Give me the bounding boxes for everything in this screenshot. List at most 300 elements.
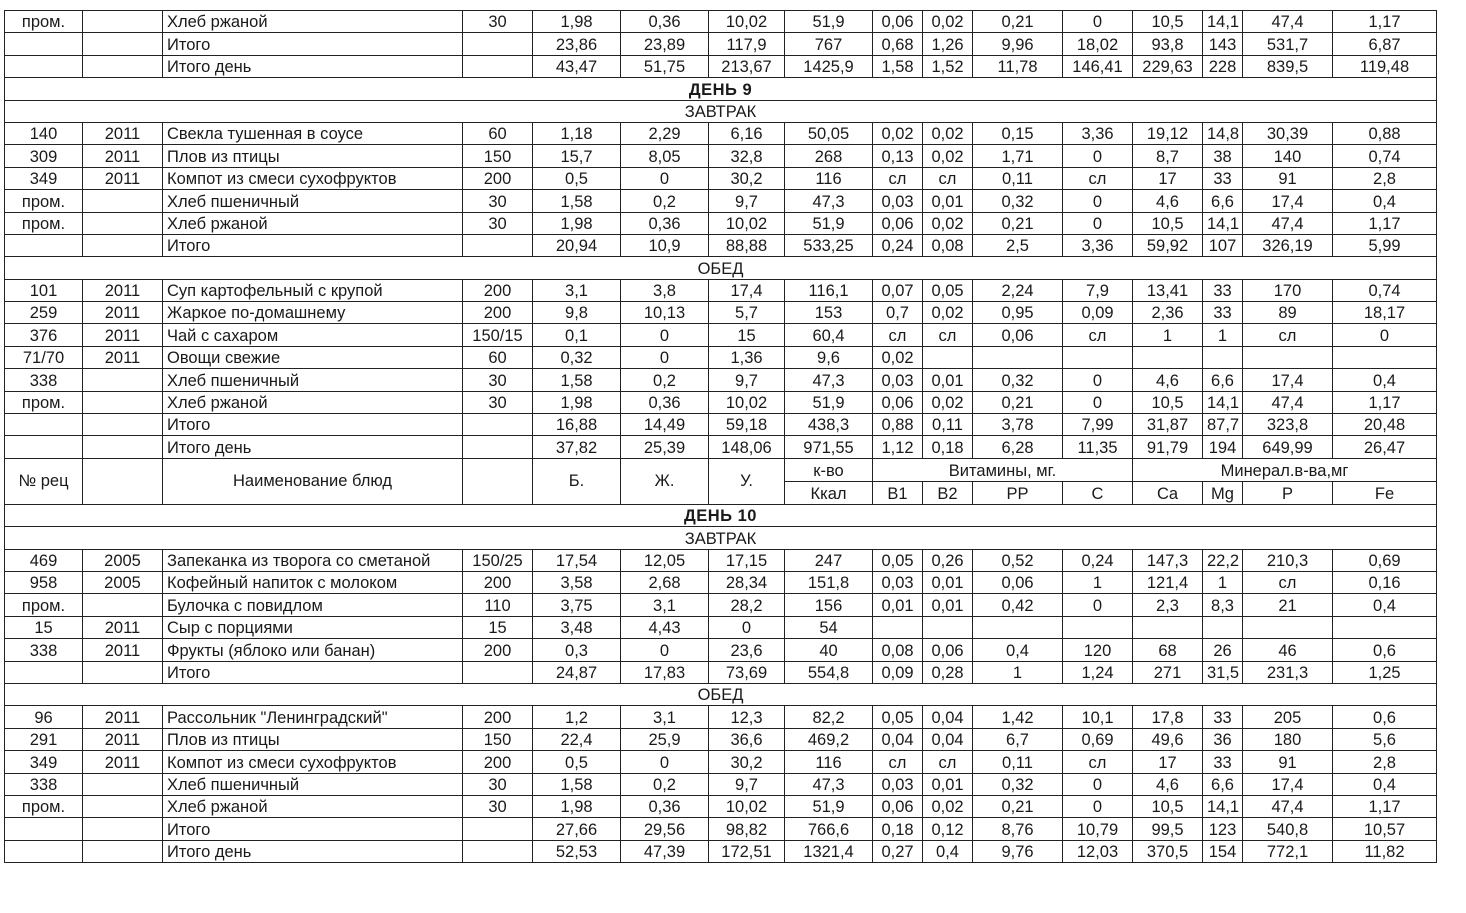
cell-b2: сл xyxy=(923,751,973,773)
cell-p: 47,4 xyxy=(1243,212,1333,234)
cell-ca: 19,12 xyxy=(1133,122,1203,144)
cell-b2: сл xyxy=(923,167,973,189)
cell-b1: 0,7 xyxy=(873,302,923,324)
cell-c: 10,79 xyxy=(1063,818,1133,840)
cell-b2: 0,12 xyxy=(923,818,973,840)
cell-fe: 1,17 xyxy=(1333,795,1437,817)
cell-kcal: 51,9 xyxy=(785,11,873,33)
cell-dish-name: Запеканка из творога со сметаной xyxy=(163,549,463,571)
cell-dish-name: Фрукты (яблоко или банан) xyxy=(163,639,463,661)
cell-dish-name: Рассольник "Ленинградский" xyxy=(163,706,463,728)
cell-fat: 25,9 xyxy=(621,728,709,750)
table-row xyxy=(5,549,1437,571)
cell-protein: 0,32 xyxy=(533,346,621,368)
cell-c: 0 xyxy=(1063,369,1133,391)
cell-year xyxy=(83,369,163,391)
cell-rec-no xyxy=(5,661,83,683)
cell-pp: 0,32 xyxy=(973,190,1063,212)
day10-lunch-title: ОБЕД xyxy=(5,683,1437,705)
cell-portion: 30 xyxy=(463,212,533,234)
header-pp: PP xyxy=(973,481,1063,504)
cell-b2: 1,26 xyxy=(923,33,973,55)
cell-year xyxy=(83,840,163,862)
cell-protein: 9,8 xyxy=(533,302,621,324)
cell-year: 2011 xyxy=(83,639,163,661)
table-row xyxy=(5,840,1437,862)
cell-rec-no xyxy=(5,414,83,436)
cell-mg: 38 xyxy=(1203,145,1243,167)
day10-lunch-rows xyxy=(5,706,1437,863)
day9-breakfast-title: ЗАВТРАК xyxy=(5,100,1437,122)
cell-mg: 33 xyxy=(1203,751,1243,773)
cell-c: 1,24 xyxy=(1063,661,1133,683)
cell-p xyxy=(1243,616,1333,638)
cell-dish-name: Итого xyxy=(163,33,463,55)
cell-pp: 1,42 xyxy=(973,706,1063,728)
cell-rec-no: 96 xyxy=(5,706,83,728)
cell-b2: 0,02 xyxy=(923,212,973,234)
cell-b1: 0,06 xyxy=(873,391,923,413)
cell-pp: 8,76 xyxy=(973,818,1063,840)
cell-carbs: 59,18 xyxy=(709,414,785,436)
cell-dish-name: Жаркое по-домашнему xyxy=(163,302,463,324)
cell-rec-no xyxy=(5,55,83,77)
cell-year: 2011 xyxy=(83,346,163,368)
cell-fe: 1,17 xyxy=(1333,11,1437,33)
cell-portion xyxy=(463,414,533,436)
cell-fat: 2,29 xyxy=(621,122,709,144)
cell-protein: 15,7 xyxy=(533,145,621,167)
cell-fat: 12,05 xyxy=(621,549,709,571)
cell-carbs: 73,69 xyxy=(709,661,785,683)
cell-fat: 4,43 xyxy=(621,616,709,638)
cell-year xyxy=(83,818,163,840)
cell-fat: 0 xyxy=(621,167,709,189)
table-row xyxy=(5,212,1437,234)
cell-year xyxy=(83,55,163,77)
header-kcal-top: к-во xyxy=(785,458,873,481)
cell-fe xyxy=(1333,346,1437,368)
cell-dish-name: Хлеб ржаной xyxy=(163,391,463,413)
cell-dish-name: Кофейный напиток с молоком xyxy=(163,571,463,593)
cell-protein: 1,18 xyxy=(533,122,621,144)
cell-ca: 17 xyxy=(1133,167,1203,189)
cell-pp: 0,21 xyxy=(973,391,1063,413)
cell-ca: 99,5 xyxy=(1133,818,1203,840)
cell-dish-name: Хлеб пшеничный xyxy=(163,773,463,795)
cell-fe: 0,6 xyxy=(1333,706,1437,728)
cell-portion: 200 xyxy=(463,706,533,728)
cell-b2 xyxy=(923,346,973,368)
cell-portion xyxy=(463,661,533,683)
day9-lunch-title: ОБЕД xyxy=(5,257,1437,279)
cell-fe: 0,4 xyxy=(1333,773,1437,795)
cell-kcal: 1321,4 xyxy=(785,840,873,862)
cell-fe: 6,87 xyxy=(1333,33,1437,55)
cell-year: 2011 xyxy=(83,302,163,324)
header-blank xyxy=(83,458,163,504)
table-row xyxy=(5,122,1437,144)
cell-ca: 147,3 xyxy=(1133,549,1203,571)
cell-kcal: 47,3 xyxy=(785,369,873,391)
cell-kcal: 554,8 xyxy=(785,661,873,683)
cell-b2: 0,28 xyxy=(923,661,973,683)
cell-pp: 0,21 xyxy=(973,795,1063,817)
cell-rec-no: 259 xyxy=(5,302,83,324)
cell-c: 7,99 xyxy=(1063,414,1133,436)
cell-fe: 11,82 xyxy=(1333,840,1437,862)
cell-b1: 0,06 xyxy=(873,212,923,234)
cell-b1: 0,06 xyxy=(873,11,923,33)
cell-pp: 1,71 xyxy=(973,145,1063,167)
cell-fe: 20,48 xyxy=(1333,414,1437,436)
cell-mg: 26 xyxy=(1203,639,1243,661)
cell-kcal: 156 xyxy=(785,594,873,616)
cell-portion: 110 xyxy=(463,594,533,616)
cell-rec-no: пром. xyxy=(5,795,83,817)
cell-ca: 4,6 xyxy=(1133,369,1203,391)
cell-mg: 1 xyxy=(1203,324,1243,346)
cell-b1: 0,18 xyxy=(873,818,923,840)
cell-mg: 87,7 xyxy=(1203,414,1243,436)
cell-rec-no xyxy=(5,33,83,55)
cell-year: 2011 xyxy=(83,706,163,728)
cell-ca: 68 xyxy=(1133,639,1203,661)
cell-fe: 1,17 xyxy=(1333,212,1437,234)
cell-carbs: 1,36 xyxy=(709,346,785,368)
cell-p: 47,4 xyxy=(1243,391,1333,413)
cell-carbs: 172,51 xyxy=(709,840,785,862)
cell-carbs: 28,34 xyxy=(709,571,785,593)
cell-mg xyxy=(1203,346,1243,368)
cell-dish-name: Чай с сахаром xyxy=(163,324,463,346)
cell-b2: 0,01 xyxy=(923,594,973,616)
cell-fe: 0,4 xyxy=(1333,369,1437,391)
cell-pp: 0,42 xyxy=(973,594,1063,616)
cell-rec-no: пром. xyxy=(5,11,83,33)
cell-c: сл xyxy=(1063,167,1133,189)
cell-rec-no: 101 xyxy=(5,279,83,301)
cell-carbs: 9,7 xyxy=(709,190,785,212)
cell-ca: 13,41 xyxy=(1133,279,1203,301)
cell-dish-name: Плов из птицы xyxy=(163,145,463,167)
cell-portion: 30 xyxy=(463,11,533,33)
cell-c: 18,02 xyxy=(1063,33,1133,55)
cell-kcal: 51,9 xyxy=(785,795,873,817)
cell-mg: 154 xyxy=(1203,840,1243,862)
cell-ca: 17,8 xyxy=(1133,706,1203,728)
cell-fat: 0 xyxy=(621,751,709,773)
cell-c: 1 xyxy=(1063,571,1133,593)
cell-p: 17,4 xyxy=(1243,773,1333,795)
cell-mg: 31,5 xyxy=(1203,661,1243,683)
cell-protein: 1,58 xyxy=(533,773,621,795)
nutrition-table xyxy=(4,10,1437,863)
cell-carbs: 0 xyxy=(709,616,785,638)
cell-mg: 14,1 xyxy=(1203,391,1243,413)
cell-pp: 3,78 xyxy=(973,414,1063,436)
cell-b2: 1,52 xyxy=(923,55,973,77)
cell-ca: 2,36 xyxy=(1133,302,1203,324)
cell-portion: 200 xyxy=(463,639,533,661)
cell-portion: 150/25 xyxy=(463,549,533,571)
table-row xyxy=(5,414,1437,436)
cell-portion: 15 xyxy=(463,616,533,638)
cell-p: 17,4 xyxy=(1243,190,1333,212)
cell-fat: 25,39 xyxy=(621,436,709,458)
day9-lunch-rows xyxy=(5,279,1437,458)
cell-ca: 370,5 xyxy=(1133,840,1203,862)
cell-carbs: 148,06 xyxy=(709,436,785,458)
cell-b2: 0,02 xyxy=(923,122,973,144)
cell-portion: 200 xyxy=(463,167,533,189)
cell-c: 0 xyxy=(1063,190,1133,212)
cell-b1: 0,24 xyxy=(873,234,923,256)
cell-dish-name: Компот из смеси сухофруктов xyxy=(163,751,463,773)
cell-fe: 10,57 xyxy=(1333,818,1437,840)
cell-portion: 200 xyxy=(463,279,533,301)
cell-pp: 0,32 xyxy=(973,773,1063,795)
cell-fat: 0,36 xyxy=(621,391,709,413)
cell-b2: 0,01 xyxy=(923,571,973,593)
cell-portion xyxy=(463,436,533,458)
cell-kcal: 469,2 xyxy=(785,728,873,750)
cell-kcal: 116,1 xyxy=(785,279,873,301)
cell-p: 21 xyxy=(1243,594,1333,616)
cell-c: 0 xyxy=(1063,795,1133,817)
cell-dish-name: Итого xyxy=(163,661,463,683)
cell-mg: 6,6 xyxy=(1203,773,1243,795)
cell-ca: 271 xyxy=(1133,661,1203,683)
cell-pp: 11,78 xyxy=(973,55,1063,77)
cell-kcal: 247 xyxy=(785,549,873,571)
cell-pp: 9,96 xyxy=(973,33,1063,55)
cell-protein: 1,98 xyxy=(533,795,621,817)
cell-portion xyxy=(463,55,533,77)
cell-portion: 30 xyxy=(463,795,533,817)
table-row xyxy=(5,436,1437,458)
cell-fe: 2,8 xyxy=(1333,167,1437,189)
cell-carbs: 10,02 xyxy=(709,212,785,234)
cell-fe: 0,69 xyxy=(1333,549,1437,571)
cell-protein: 0,5 xyxy=(533,751,621,773)
cell-mg: 6,6 xyxy=(1203,369,1243,391)
cell-fat: 0 xyxy=(621,346,709,368)
cell-ca: 10,5 xyxy=(1133,391,1203,413)
cell-carbs: 28,2 xyxy=(709,594,785,616)
cell-fat: 0 xyxy=(621,639,709,661)
cell-portion: 200 xyxy=(463,751,533,773)
cell-p: 531,7 xyxy=(1243,33,1333,55)
cell-b1 xyxy=(873,616,923,638)
cell-fat: 0,2 xyxy=(621,773,709,795)
cell-protein: 1,98 xyxy=(533,391,621,413)
cell-protein: 1,58 xyxy=(533,369,621,391)
cell-rec-no: пром. xyxy=(5,594,83,616)
table-row xyxy=(5,818,1437,840)
day10-breakfast-title: ЗАВТРАК xyxy=(5,527,1437,549)
cell-mg: 33 xyxy=(1203,167,1243,189)
cell-c xyxy=(1063,616,1133,638)
cell-fat: 0,2 xyxy=(621,369,709,391)
cell-portion: 200 xyxy=(463,302,533,324)
cell-fat: 14,49 xyxy=(621,414,709,436)
cell-carbs: 88,88 xyxy=(709,234,785,256)
cell-b1: 0,08 xyxy=(873,639,923,661)
cell-year: 2011 xyxy=(83,751,163,773)
cell-b1: 0,05 xyxy=(873,706,923,728)
cell-p: 30,39 xyxy=(1243,122,1333,144)
cell-mg: 1 xyxy=(1203,571,1243,593)
cell-kcal: 60,4 xyxy=(785,324,873,346)
cell-p: 649,99 xyxy=(1243,436,1333,458)
cell-p: 231,3 xyxy=(1243,661,1333,683)
cell-kcal: 533,25 xyxy=(785,234,873,256)
cell-carbs: 15 xyxy=(709,324,785,346)
cell-rec-no: 376 xyxy=(5,324,83,346)
table-row xyxy=(5,639,1437,661)
cell-mg: 33 xyxy=(1203,302,1243,324)
cell-protein: 23,86 xyxy=(533,33,621,55)
cell-p xyxy=(1243,346,1333,368)
cell-p: 91 xyxy=(1243,751,1333,773)
day9-breakfast-rows xyxy=(5,122,1437,256)
table-row xyxy=(5,571,1437,593)
cell-b2: 0,01 xyxy=(923,369,973,391)
cell-b1: 0,68 xyxy=(873,33,923,55)
cell-protein: 1,98 xyxy=(533,212,621,234)
cell-dish-name: Овощи свежие xyxy=(163,346,463,368)
cell-c: 11,35 xyxy=(1063,436,1133,458)
cell-portion: 60 xyxy=(463,346,533,368)
cell-portion: 30 xyxy=(463,391,533,413)
cell-kcal: 9,6 xyxy=(785,346,873,368)
table-row xyxy=(5,795,1437,817)
cell-rec-no: 309 xyxy=(5,145,83,167)
cell-dish-name: Сыр с порциями xyxy=(163,616,463,638)
cell-year: 2011 xyxy=(83,145,163,167)
cell-year: 2005 xyxy=(83,571,163,593)
cell-year: 2011 xyxy=(83,279,163,301)
cell-p: сл xyxy=(1243,324,1333,346)
cell-pp: 0,95 xyxy=(973,302,1063,324)
cell-pp: 0,4 xyxy=(973,639,1063,661)
cell-b2: 0,02 xyxy=(923,391,973,413)
cell-b2: 0,02 xyxy=(923,145,973,167)
cell-rec-no xyxy=(5,234,83,256)
table-row xyxy=(5,145,1437,167)
cell-mg: 107 xyxy=(1203,234,1243,256)
cell-fat: 0,36 xyxy=(621,11,709,33)
cell-b2: 0,02 xyxy=(923,795,973,817)
table-row xyxy=(5,391,1437,413)
cell-carbs: 12,3 xyxy=(709,706,785,728)
cell-c: 12,03 xyxy=(1063,840,1133,862)
cell-mg: 8,3 xyxy=(1203,594,1243,616)
cell-mg: 33 xyxy=(1203,706,1243,728)
cell-pp: 0,32 xyxy=(973,369,1063,391)
cell-b2: 0,04 xyxy=(923,728,973,750)
cell-rec-no xyxy=(5,840,83,862)
cell-ca: 121,4 xyxy=(1133,571,1203,593)
cell-carbs: 23,6 xyxy=(709,639,785,661)
cell-protein: 17,54 xyxy=(533,549,621,571)
cell-ca: 2,3 xyxy=(1133,594,1203,616)
cell-p: 89 xyxy=(1243,302,1333,324)
cell-kcal: 151,8 xyxy=(785,571,873,593)
cell-ca: 1 xyxy=(1133,324,1203,346)
cell-b1: сл xyxy=(873,324,923,346)
cell-mg: 36 xyxy=(1203,728,1243,750)
cell-portion: 150 xyxy=(463,145,533,167)
cell-p: 210,3 xyxy=(1243,549,1333,571)
cell-c: 0 xyxy=(1063,212,1133,234)
table-row xyxy=(5,190,1437,212)
cell-protein: 22,4 xyxy=(533,728,621,750)
cell-fe: 5,6 xyxy=(1333,728,1437,750)
cell-protein: 1,58 xyxy=(533,190,621,212)
cell-kcal: 82,2 xyxy=(785,706,873,728)
cell-fat: 2,68 xyxy=(621,571,709,593)
cell-p: сл xyxy=(1243,571,1333,593)
cell-protein: 0,5 xyxy=(533,167,621,189)
cell-mg: 194 xyxy=(1203,436,1243,458)
cell-portion: 200 xyxy=(463,571,533,593)
cell-fe: 0,88 xyxy=(1333,122,1437,144)
cell-carbs: 30,2 xyxy=(709,751,785,773)
cell-p: 140 xyxy=(1243,145,1333,167)
cell-ca: 10,5 xyxy=(1133,212,1203,234)
cell-protein: 3,1 xyxy=(533,279,621,301)
table-row xyxy=(5,369,1437,391)
header-ca: Ca xyxy=(1133,481,1203,504)
cell-protein: 1,98 xyxy=(533,11,621,33)
cell-mg: 14,1 xyxy=(1203,212,1243,234)
cell-protein: 0,1 xyxy=(533,324,621,346)
cell-fat: 17,83 xyxy=(621,661,709,683)
cell-b1: 0,03 xyxy=(873,773,923,795)
cell-pp: 9,76 xyxy=(973,840,1063,862)
cell-kcal: 766,6 xyxy=(785,818,873,840)
cell-fat: 51,75 xyxy=(621,55,709,77)
header-kcal-bottom: Ккал xyxy=(785,481,873,504)
cell-protein: 3,75 xyxy=(533,594,621,616)
header-c: C xyxy=(1063,481,1133,504)
cell-kcal: 116 xyxy=(785,751,873,773)
cell-c: 0 xyxy=(1063,145,1133,167)
cell-carbs: 17,4 xyxy=(709,279,785,301)
cell-pp: 2,24 xyxy=(973,279,1063,301)
table-row xyxy=(5,773,1437,795)
cell-kcal: 268 xyxy=(785,145,873,167)
cell-b2: 0,01 xyxy=(923,190,973,212)
cell-dish-name: Итого xyxy=(163,234,463,256)
cell-mg: 143 xyxy=(1203,33,1243,55)
cell-kcal: 116 xyxy=(785,167,873,189)
cell-c: 120 xyxy=(1063,639,1133,661)
cell-fe: 0 xyxy=(1333,324,1437,346)
header-fat: Ж. xyxy=(621,458,709,504)
cell-c: 0 xyxy=(1063,594,1133,616)
cell-rec-no: 71/70 xyxy=(5,346,83,368)
cell-b1: 0,03 xyxy=(873,369,923,391)
cell-mg: 14,1 xyxy=(1203,795,1243,817)
cell-b2: 0,26 xyxy=(923,549,973,571)
cell-ca: 10,5 xyxy=(1133,795,1203,817)
cell-protein: 16,88 xyxy=(533,414,621,436)
cell-rec-no: 469 xyxy=(5,549,83,571)
cell-b1: 0,09 xyxy=(873,661,923,683)
